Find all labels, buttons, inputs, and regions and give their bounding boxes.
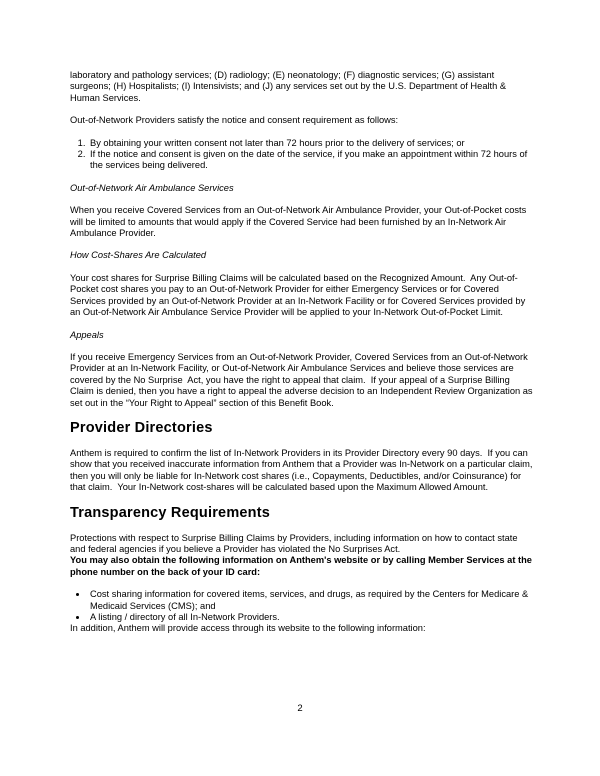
list-item-written-consent: 1. By obtaining your written consent not later than 72 hours prior to the delivery of services; or	[88, 138, 533, 149]
paragraph-air-ambulance: When you receive Covered Services from an Out-of-Network Air Ambulance Provider, your Out-of-Pocket costs will be limited to amounts that would apply if the Covered Service had been furnished by an In-Network Air Ambulance Provider.	[70, 205, 529, 239]
paragraph-services-continued: laboratory and pathology services; (D) radiology; (E) neonatology; (F) diagnostic services; (G) assistant surgeons; (H) Hospitalists; (I) Intensivists; and (J) any services set out by the U.S. Department of Health & Human Services.	[70, 70, 509, 103]
paragraph-transparency-protections: Protections with respect to Surprise Billing Claims by Providers, including information on how to contact state and federal agencies if you believe a Provider has violated the No Surprises Act.	[70, 532, 521, 554]
notice-consent-list	[70, 138, 533, 172]
website-info-list	[70, 589, 533, 623]
subheading-cost-shares: How Cost-Shares Are Calculated	[70, 250, 207, 261]
paragraph-cost-shares: Your cost shares for Surprise Billing Claims will be calculated based on the Recognized Amount. Any Out-of-Pocket cost shares you pay to an Out-of-Network Provider for either Emergency Services or for Covered Services provided by an Out-of-Network Provider at an In-Network Facility or for Covered Services provided by an Out-of-Network Air Ambulance Service Provider will be applied to your In-Network Out-of-Pocket Limit.	[70, 272, 528, 318]
heading-provider-directories: Provider Directories	[70, 419, 213, 436]
heading-transparency-requirements: Transparency Requirements	[70, 504, 271, 521]
bullet-item-cost-sharing: • Cost sharing information for covered items, services, and drugs, as required by the Centers for Medicare & Medicaid Services (CMS); and	[88, 589, 533, 612]
paragraph-appeals: If you receive Emergency Services from an Out-of-Network Provider, Covered Services from an Out-of-Network Provider at an In-Network Facility, or Out-of-Network Air Ambulance Services and believe those services are covered by the No Surprise Act, you have the right to appeal that claim. If your appeal of a Surprise Billing Claim is denied, then you have a right to appeal the adverse decision to an Independent Review Organization as set out in the “Your Right to Appeal” section of this Benefit Book.	[70, 351, 536, 408]
subheading-air-ambulance: Out-of-Network Air Ambulance Services	[70, 182, 234, 193]
paragraph-provider-directories: Anthem is required to confirm the list of In-Network Providers in its Provider Directory every 90 days. If you can show that you received inaccurate information from Anthem that a Provider was In-Network on a particular claim, then you will only be liable for In-Network cost shares (i.e., Copayments, Deductibles, and/or Coinsurance) for that claim. Your In-Network cost-shares will be calculated based upon the Maximum Allowed Amount.	[70, 447, 536, 493]
paragraph-transparency-obtain-info: You may also obtain the following information on Anthem's website or by calling Member Services at the phone number on the back of your ID card:	[70, 555, 535, 577]
subheading-appeals: Appeals	[70, 329, 104, 340]
list-item-same-day-consent: 2. If the notice and consent is given on the date of the service, if you make an appointment within 72 hours of the services being delivered.	[88, 149, 533, 172]
paragraph-in-addition: In addition, Anthem will provide access through its website to the following information:	[70, 623, 426, 634]
page-number: 2	[297, 703, 303, 714]
paragraph-notice-consent: Out-of-Network Providers satisfy the notice and consent requirement as follows:	[70, 115, 399, 126]
bullet-item-provider-listing: • A listing / directory of all In-Network Providers.	[88, 612, 533, 623]
paragraph-transparency-group	[70, 533, 533, 579]
